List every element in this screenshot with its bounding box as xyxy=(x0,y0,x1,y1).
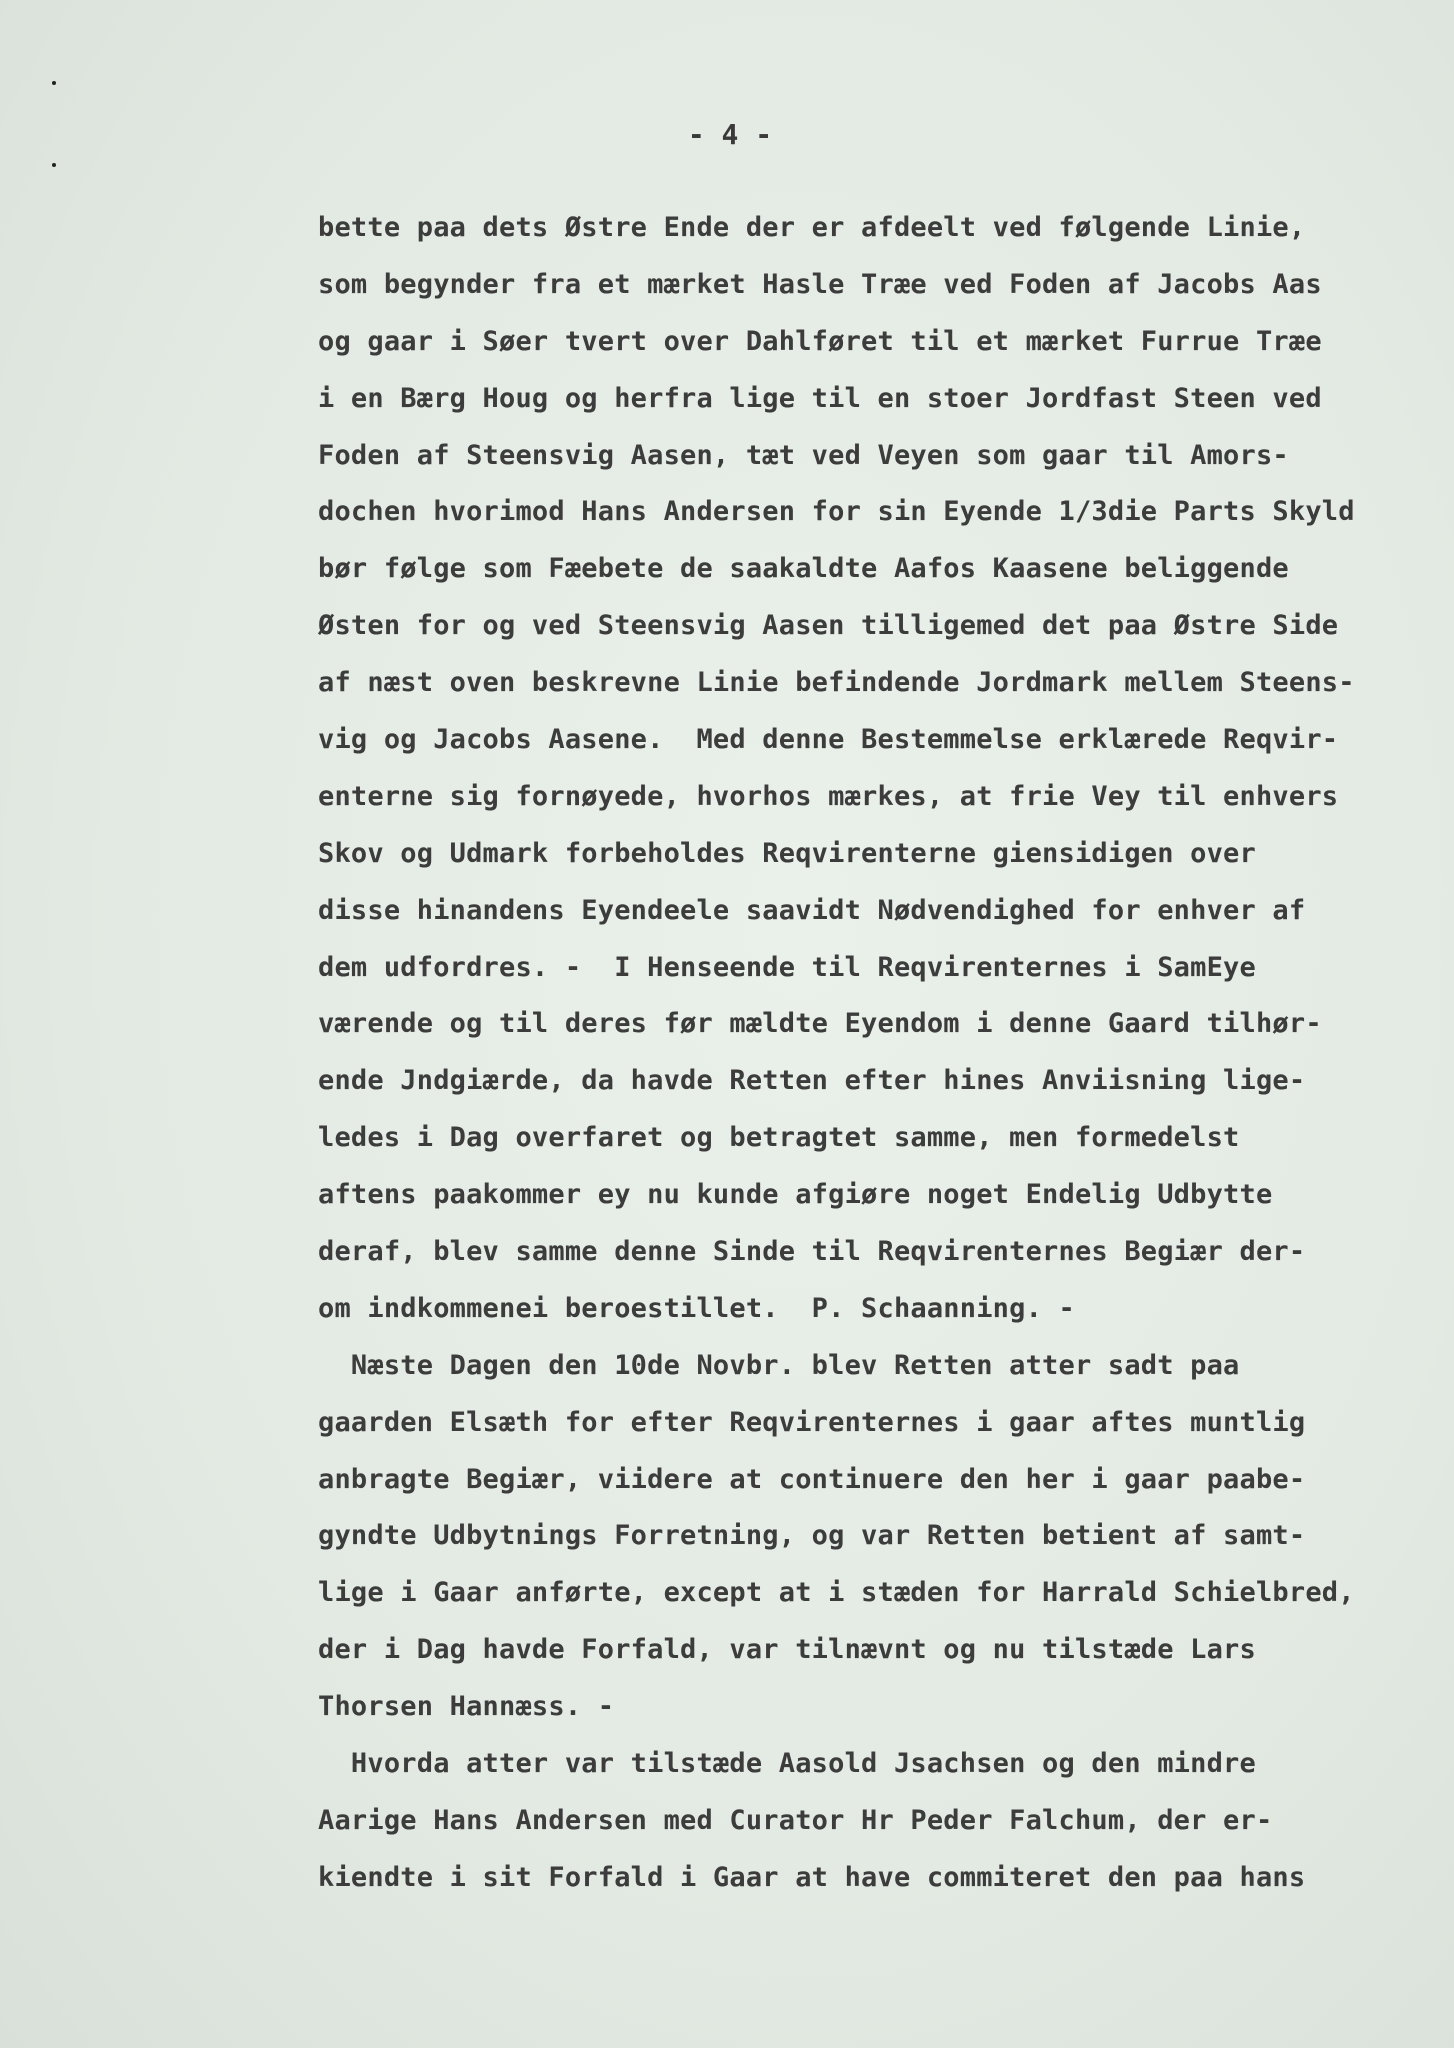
text-line: Foden af Steensvig Aasen, tæt ved Veyen som gaar til Amors- xyxy=(318,439,1289,471)
text-line: anbragte Begiær, viidere at continuere den her i gaar paabe- xyxy=(318,1463,1306,1495)
text-line: Østen for og ved Steensvig Aasen tilligemed det paa Østre Side xyxy=(318,610,1339,642)
body-text xyxy=(318,200,1438,1907)
text-line: i en Bærg Houg og herfra lige til en stoer Jordfast Steen ved xyxy=(318,382,1322,414)
text-line: gaarden Elsæth for efter Reqvirenternes i gaar aftes muntlig xyxy=(318,1406,1306,1438)
text-line: der i Dag havde Forfald, var tilnævnt og nu tilstæde Lars xyxy=(318,1634,1256,1666)
text-line: ende Jndgiærde, da havde Retten efter hines Anviisning lige- xyxy=(318,1065,1306,1097)
text-line: og gaar i Søer tvert over Dahlføret til et mærket Furrue Træe xyxy=(318,325,1322,357)
text-line: som begynder fra et mærket Hasle Træe ved Foden af Jacobs Aas xyxy=(318,268,1322,300)
text-line: Skov og Udmark forbeholdes Reqvirenterne giensidigen over xyxy=(318,837,1256,869)
text-line: af næst oven beskrevne Linie befindende Jordmark mellem Steens- xyxy=(318,667,1355,699)
text-line: Thorsen Hannæss. - xyxy=(318,1691,615,1723)
text-line: ledes i Dag overfaret og betragtet samme, men formedelst xyxy=(318,1122,1240,1154)
text-line: aftens paakommer ey nu kunde afgiøre noget Endelig Udbytte xyxy=(318,1179,1273,1211)
margin-dot xyxy=(52,81,56,85)
text-line: disse hinandens Eyendeele saavidt Nødvendighed for enhver af xyxy=(318,894,1306,926)
text-line: lige i Gaar anførte, except at i stæden for Harrald Schielbred, xyxy=(318,1577,1355,1609)
page-number: - 4 - xyxy=(687,118,773,151)
text-line: dochen hvorimod Hans Andersen for sin Eyende 1/3die Parts Skyld xyxy=(318,496,1355,528)
text-line: kiendte i sit Forfald i Gaar at have commiteret den paa hans xyxy=(318,1861,1306,1893)
text-line: dem udfordres. - I Henseende til Reqvirenternes i SamEye xyxy=(318,951,1256,983)
text-line: Næste Dagen den 10de Novbr. blev Retten atter sadt paa xyxy=(318,1349,1240,1381)
text-line: enterne sig fornøyede, hvorhos mærkes, at frie Vey til enhvers xyxy=(318,780,1339,812)
text-line: værende og til deres før mældte Eyendom i denne Gaard tilhør- xyxy=(318,1008,1322,1040)
margin-dot xyxy=(52,163,56,167)
text-line: vig og Jacobs Aasene. Med denne Bestemmelse erklærede Reqvir- xyxy=(318,724,1339,756)
text-line: gyndte Udbytnings Forretning, og var Retten betient af samt- xyxy=(318,1520,1306,1552)
text-line: om indkommenei beroestillet. P. Schaanning. - xyxy=(318,1292,1075,1324)
text-line: bør følge som Fæebete de saakaldte Aafos Kaasene beliggende xyxy=(318,553,1289,585)
text-line: Aarige Hans Andersen med Curator Hr Peder Falchum, der er- xyxy=(318,1804,1273,1836)
text-line: bette paa dets Østre Ende der er afdeelt ved følgende Linie, xyxy=(318,212,1306,243)
text-line: Hvorda atter var tilstæde Aasold Jsachsen og den mindre xyxy=(318,1748,1256,1780)
text-line: deraf, blev samme denne Sinde til Reqvirenternes Begiær der- xyxy=(318,1236,1306,1268)
